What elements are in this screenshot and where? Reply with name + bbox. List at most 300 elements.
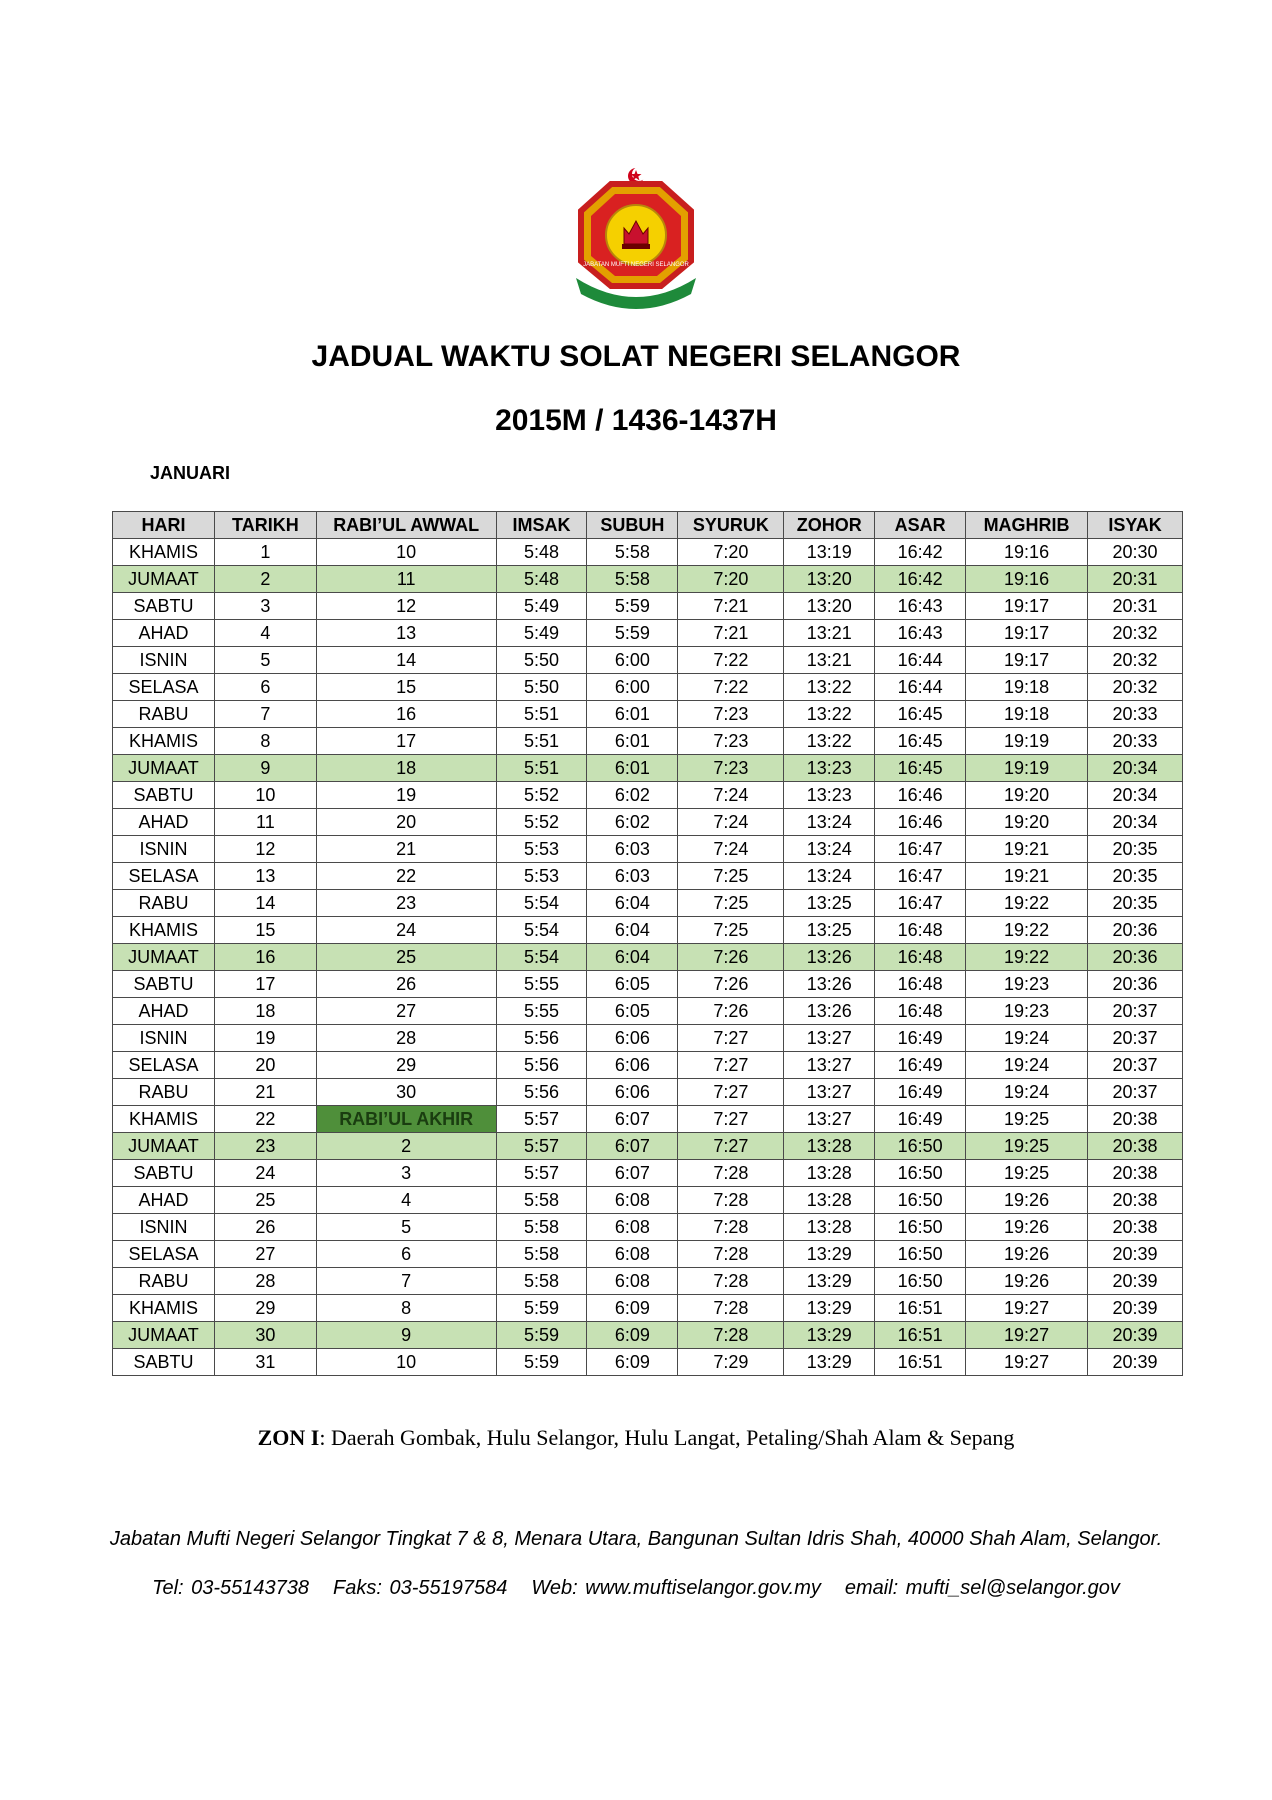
- table-cell: 5:59: [496, 1349, 587, 1376]
- table-cell: 4: [316, 1187, 496, 1214]
- table-cell: SABTU: [113, 971, 215, 998]
- table-cell: 19:18: [966, 701, 1088, 728]
- table-cell: 14: [316, 647, 496, 674]
- table-cell: 5:50: [496, 674, 587, 701]
- table-cell: 6:08: [587, 1241, 678, 1268]
- table-cell: 7:28: [678, 1160, 784, 1187]
- zone-text: : Daerah Gombak, Hulu Selangor, Hulu Langat, Petaling/Shah Alam & Sepang: [319, 1425, 1015, 1450]
- table-cell: 8: [214, 728, 316, 755]
- table-cell: 20:33: [1088, 728, 1183, 755]
- table-cell: 5:58: [587, 539, 678, 566]
- table-cell: JUMAAT: [113, 566, 215, 593]
- footer-contact: [0, 1577, 1272, 1600]
- table-cell: 6:08: [587, 1268, 678, 1295]
- table-row: [113, 1187, 1183, 1214]
- table-cell: 5:56: [496, 1025, 587, 1052]
- table-cell: 7:27: [678, 1106, 784, 1133]
- table-cell: 20:36: [1088, 917, 1183, 944]
- table-cell: 20:35: [1088, 890, 1183, 917]
- crest-logo: [566, 166, 706, 316]
- table-cell: 19:21: [966, 863, 1088, 890]
- table-cell: 5:53: [496, 836, 587, 863]
- table-cell: 5:48: [496, 539, 587, 566]
- svg-text:JABATAN MUFTI NEGERI SELANGOR: JABATAN MUFTI NEGERI SELANGOR: [583, 262, 689, 268]
- col-asar: ASAR: [875, 512, 966, 539]
- table-cell: 16:50: [875, 1214, 966, 1241]
- table-cell: 16:44: [875, 674, 966, 701]
- table-cell: 21: [316, 836, 496, 863]
- table-cell: 13:28: [784, 1214, 875, 1241]
- table-cell: 20:34: [1088, 782, 1183, 809]
- table-cell: 6:04: [587, 890, 678, 917]
- table-cell: 7: [316, 1268, 496, 1295]
- table-cell: 13: [214, 863, 316, 890]
- table-cell: 16:50: [875, 1187, 966, 1214]
- table-cell: 5:58: [496, 1214, 587, 1241]
- table-cell: 10: [214, 782, 316, 809]
- table-cell: 7:28: [678, 1214, 784, 1241]
- table-cell: 13:26: [784, 971, 875, 998]
- table-cell: 17: [316, 728, 496, 755]
- table-row: [113, 755, 1183, 782]
- table-cell: 24: [316, 917, 496, 944]
- table-cell: 13:29: [784, 1295, 875, 1322]
- table-cell: 7:27: [678, 1133, 784, 1160]
- table-row: [113, 1349, 1183, 1376]
- table-cell: 13:29: [784, 1322, 875, 1349]
- col-maghrib: MAGHRIB: [966, 512, 1088, 539]
- table-cell: 5:53: [496, 863, 587, 890]
- table-cell: 6:07: [587, 1160, 678, 1187]
- table-cell: 6: [214, 674, 316, 701]
- page-subtitle: 2015M / 1436-1437H: [495, 404, 777, 437]
- table-cell: 20: [316, 809, 496, 836]
- table-cell: 13:28: [784, 1187, 875, 1214]
- table-cell: 5:59: [496, 1322, 587, 1349]
- table-cell: 7:22: [678, 674, 784, 701]
- table-cell: 13:26: [784, 998, 875, 1025]
- table-cell: 5:54: [496, 890, 587, 917]
- table-cell: 6:08: [587, 1187, 678, 1214]
- table-cell: 20:39: [1088, 1349, 1183, 1376]
- table-cell: 13:24: [784, 836, 875, 863]
- table-row: [113, 593, 1183, 620]
- table-cell: 6:02: [587, 782, 678, 809]
- table-cell: 16:48: [875, 917, 966, 944]
- table-cell: 7:24: [678, 809, 784, 836]
- table-cell: ISNIN: [113, 647, 215, 674]
- table-cell: 20:32: [1088, 620, 1183, 647]
- table-cell: 19:19: [966, 755, 1088, 782]
- table-row: [113, 1133, 1183, 1160]
- table-row: [113, 971, 1183, 998]
- table-cell: 3: [316, 1160, 496, 1187]
- table-row: [113, 863, 1183, 890]
- table-cell: 7:25: [678, 863, 784, 890]
- table-cell: 6:09: [587, 1349, 678, 1376]
- table-cell: 7:26: [678, 944, 784, 971]
- table-cell: 20:31: [1088, 566, 1183, 593]
- table-cell: 6:04: [587, 917, 678, 944]
- table-cell: 16:45: [875, 755, 966, 782]
- table-cell: 5:57: [496, 1106, 587, 1133]
- table-cell: 6: [316, 1241, 496, 1268]
- table-cell: SABTU: [113, 1349, 215, 1376]
- table-cell: 19:23: [966, 998, 1088, 1025]
- table-row: [113, 1214, 1183, 1241]
- table-cell: 13:26: [784, 944, 875, 971]
- table-cell: 2: [316, 1133, 496, 1160]
- table-cell: 19:26: [966, 1187, 1088, 1214]
- table-cell: 20:36: [1088, 944, 1183, 971]
- table-cell: 16:51: [875, 1295, 966, 1322]
- table-cell: 16:45: [875, 728, 966, 755]
- table-cell: 7:28: [678, 1295, 784, 1322]
- table-cell: 7:28: [678, 1322, 784, 1349]
- table-cell: 19:25: [966, 1106, 1088, 1133]
- table-header-row: [113, 512, 1183, 539]
- table-cell: 6:03: [587, 863, 678, 890]
- table-cell: 17: [214, 971, 316, 998]
- table-cell: 7:29: [678, 1349, 784, 1376]
- table-cell: SABTU: [113, 593, 215, 620]
- table-cell: 13:21: [784, 620, 875, 647]
- table-cell: 2: [214, 566, 316, 593]
- table-cell: 19:16: [966, 566, 1088, 593]
- table-cell: 20:39: [1088, 1322, 1183, 1349]
- table-cell: 20:37: [1088, 1079, 1183, 1106]
- table-cell: 7:22: [678, 647, 784, 674]
- table-cell: 28: [214, 1268, 316, 1295]
- table-cell: 16:51: [875, 1349, 966, 1376]
- table-cell: 6:05: [587, 971, 678, 998]
- table-cell: 19:27: [966, 1349, 1088, 1376]
- table-cell: KHAMIS: [113, 1295, 215, 1322]
- table-cell: 16:47: [875, 863, 966, 890]
- table-cell: 20:30: [1088, 539, 1183, 566]
- table-cell: 16:49: [875, 1025, 966, 1052]
- table-cell: 13:27: [784, 1106, 875, 1133]
- table-cell: 6:08: [587, 1214, 678, 1241]
- table-cell: 6:01: [587, 701, 678, 728]
- table-cell: 3: [214, 593, 316, 620]
- table-cell: 19:25: [966, 1133, 1088, 1160]
- table-cell: 16:49: [875, 1106, 966, 1133]
- table-cell: 13:27: [784, 1052, 875, 1079]
- table-cell: 20:33: [1088, 701, 1183, 728]
- col-hari: HARI: [113, 512, 215, 539]
- table-cell: 7:23: [678, 728, 784, 755]
- table-cell: 5:49: [496, 620, 587, 647]
- table-cell: KHAMIS: [113, 1106, 215, 1133]
- table-cell: 5:59: [496, 1295, 587, 1322]
- table-body: [113, 539, 1183, 1376]
- table-cell: 13:22: [784, 674, 875, 701]
- table-cell: 15: [214, 917, 316, 944]
- table-cell: 5:56: [496, 1079, 587, 1106]
- table-cell: 13:24: [784, 809, 875, 836]
- table-cell: 19:17: [966, 593, 1088, 620]
- table-cell: 28: [316, 1025, 496, 1052]
- table-cell: 19:27: [966, 1322, 1088, 1349]
- table-cell: 19:19: [966, 728, 1088, 755]
- table-cell: 9: [316, 1322, 496, 1349]
- table-cell: 16:47: [875, 836, 966, 863]
- table-cell: 29: [214, 1295, 316, 1322]
- table-cell: 20:36: [1088, 971, 1183, 998]
- table-cell: 6:01: [587, 755, 678, 782]
- table-cell: AHAD: [113, 1187, 215, 1214]
- table-cell: 13:23: [784, 755, 875, 782]
- table-cell: 16:49: [875, 1052, 966, 1079]
- table-cell: 20:38: [1088, 1187, 1183, 1214]
- table-cell: 6:07: [587, 1133, 678, 1160]
- table-cell: 16:50: [875, 1268, 966, 1295]
- table-cell: 18: [316, 755, 496, 782]
- table-cell: 22: [316, 863, 496, 890]
- table-cell: 16:46: [875, 809, 966, 836]
- table-cell: 19:24: [966, 1052, 1088, 1079]
- table-cell: 19:20: [966, 782, 1088, 809]
- table-cell: 19:25: [966, 1160, 1088, 1187]
- table-cell: 16:50: [875, 1241, 966, 1268]
- table-cell: 5:54: [496, 917, 587, 944]
- table-cell: JUMAAT: [113, 755, 215, 782]
- zone-label: ZON I: [257, 1425, 320, 1450]
- table-cell: ISNIN: [113, 1025, 215, 1052]
- table-cell: 11: [316, 566, 496, 593]
- table-cell: 5:57: [496, 1133, 587, 1160]
- table-cell: 7:28: [678, 1187, 784, 1214]
- table-cell: 12: [214, 836, 316, 863]
- table-cell: 5:57: [496, 1160, 587, 1187]
- table-cell: 12: [316, 593, 496, 620]
- table-cell: 5:54: [496, 944, 587, 971]
- table-cell: 13:20: [784, 566, 875, 593]
- table-cell: 7:21: [678, 593, 784, 620]
- table-row: [113, 728, 1183, 755]
- table-cell: AHAD: [113, 809, 215, 836]
- table-cell: 19:16: [966, 539, 1088, 566]
- table-cell: 7:23: [678, 701, 784, 728]
- table-cell: 6:09: [587, 1322, 678, 1349]
- table-cell: 7:21: [678, 620, 784, 647]
- table-cell: KHAMIS: [113, 728, 215, 755]
- table-cell: 22: [214, 1106, 316, 1133]
- table-cell: 13: [316, 620, 496, 647]
- table-cell: 20:39: [1088, 1295, 1183, 1322]
- table-cell: 19:24: [966, 1025, 1088, 1052]
- footer-email[interactable]: email: mufti_sel@selangor.gov: [844, 1577, 1120, 1599]
- table-cell: 26: [316, 971, 496, 998]
- table-cell: 5:48: [496, 566, 587, 593]
- table-cell: 13:22: [784, 728, 875, 755]
- table-cell: 19:26: [966, 1241, 1088, 1268]
- table-cell: 7:20: [678, 566, 784, 593]
- table-cell: 20:38: [1088, 1160, 1183, 1187]
- table-cell: 7:28: [678, 1241, 784, 1268]
- table-cell: 6:02: [587, 809, 678, 836]
- table-cell: 14: [214, 890, 316, 917]
- table-cell: 19:26: [966, 1214, 1088, 1241]
- table-cell: 5:59: [587, 593, 678, 620]
- col-hijri: RABI’UL AWWAL: [316, 512, 496, 539]
- table-cell: 13:21: [784, 647, 875, 674]
- col-isyak: ISYAK: [1088, 512, 1183, 539]
- table-cell: 16:43: [875, 593, 966, 620]
- table-cell: 18: [214, 998, 316, 1025]
- table-cell: 26: [214, 1214, 316, 1241]
- table-cell: 19:23: [966, 971, 1088, 998]
- table-cell: 19:22: [966, 917, 1088, 944]
- table-cell: 13:27: [784, 1025, 875, 1052]
- table-cell: 20:37: [1088, 1025, 1183, 1052]
- table-row: [113, 836, 1183, 863]
- table-cell: 20:38: [1088, 1106, 1183, 1133]
- table-cell: 5:58: [587, 566, 678, 593]
- table-cell: 5:55: [496, 971, 587, 998]
- table-cell: 1: [214, 539, 316, 566]
- table-cell: 20:32: [1088, 647, 1183, 674]
- table-cell: 10: [316, 1349, 496, 1376]
- table-cell: 20:34: [1088, 809, 1183, 836]
- table-cell: 15: [316, 674, 496, 701]
- zone-info: [0, 1425, 1272, 1451]
- table-row: [113, 890, 1183, 917]
- page-title: JADUAL WAKTU SOLAT NEGERI SELANGOR: [311, 340, 961, 373]
- table-cell: 7:25: [678, 917, 784, 944]
- table-cell: 5:51: [496, 728, 587, 755]
- table-row: [113, 647, 1183, 674]
- table-cell: SELASA: [113, 1052, 215, 1079]
- table-cell: 16:50: [875, 1160, 966, 1187]
- table-cell: 6:07: [587, 1106, 678, 1133]
- table-cell: 16: [214, 944, 316, 971]
- table-cell: 20: [214, 1052, 316, 1079]
- table-cell: 29: [316, 1052, 496, 1079]
- table-row: [113, 1052, 1183, 1079]
- table-cell: 27: [316, 998, 496, 1025]
- table-cell: 6:00: [587, 674, 678, 701]
- table-cell: 19:27: [966, 1295, 1088, 1322]
- table-cell: 16:42: [875, 539, 966, 566]
- table-cell: 19:20: [966, 809, 1088, 836]
- table-cell: 5:51: [496, 755, 587, 782]
- table-cell: 7:24: [678, 782, 784, 809]
- table-cell: 5:59: [587, 620, 678, 647]
- table-cell: 13:22: [784, 701, 875, 728]
- table-cell: 6:04: [587, 944, 678, 971]
- table-cell: JUMAAT: [113, 1322, 215, 1349]
- table-cell: SELASA: [113, 674, 215, 701]
- table-cell: 5: [214, 647, 316, 674]
- table-cell: 4: [214, 620, 316, 647]
- table-row: [113, 782, 1183, 809]
- table-row: [113, 1025, 1183, 1052]
- table-cell: RABU: [113, 701, 215, 728]
- table-cell: 19:26: [966, 1268, 1088, 1295]
- table-cell: 19:17: [966, 647, 1088, 674]
- table-cell: 5:52: [496, 782, 587, 809]
- table-cell: 5:55: [496, 998, 587, 1025]
- table-cell: 16:45: [875, 701, 966, 728]
- table-cell: 7:26: [678, 998, 784, 1025]
- table-cell: RABU: [113, 1268, 215, 1295]
- footer-web[interactable]: Web: www.muftiselangor.gov.my: [531, 1577, 821, 1599]
- table-cell: 20:37: [1088, 1052, 1183, 1079]
- table-cell: 5:58: [496, 1241, 587, 1268]
- table-row: [113, 998, 1183, 1025]
- table-cell: 7:24: [678, 836, 784, 863]
- col-imsak: IMSAK: [496, 512, 587, 539]
- table-cell: 20:38: [1088, 1214, 1183, 1241]
- table-cell: 10: [316, 539, 496, 566]
- table-cell: 7:26: [678, 971, 784, 998]
- table-row: [113, 1295, 1183, 1322]
- table-cell: 13:20: [784, 593, 875, 620]
- table-cell: ISNIN: [113, 1214, 215, 1241]
- table-cell: AHAD: [113, 620, 215, 647]
- table-cell: 20:39: [1088, 1241, 1183, 1268]
- table-row: [113, 620, 1183, 647]
- table-cell: RABI’UL AKHIR: [316, 1106, 496, 1133]
- table-cell: 20:38: [1088, 1133, 1183, 1160]
- table-cell: 23: [316, 890, 496, 917]
- table-cell: 6:09: [587, 1295, 678, 1322]
- table-cell: 13:25: [784, 917, 875, 944]
- table-cell: 6:00: [587, 647, 678, 674]
- col-syuruk: SYURUK: [678, 512, 784, 539]
- table-cell: 7: [214, 701, 316, 728]
- table-cell: 20:34: [1088, 755, 1183, 782]
- table-row: [113, 1079, 1183, 1106]
- table-cell: 16:48: [875, 944, 966, 971]
- table-cell: 6:01: [587, 728, 678, 755]
- table-cell: 16:42: [875, 566, 966, 593]
- table-cell: 5:56: [496, 1052, 587, 1079]
- table-cell: AHAD: [113, 998, 215, 1025]
- table-cell: 13:23: [784, 782, 875, 809]
- table-cell: 13:27: [784, 1079, 875, 1106]
- table-cell: 11: [214, 809, 316, 836]
- table-cell: 16:48: [875, 971, 966, 998]
- table-cell: 16:49: [875, 1079, 966, 1106]
- table-cell: 25: [316, 944, 496, 971]
- table-cell: 5:49: [496, 593, 587, 620]
- table-cell: RABU: [113, 890, 215, 917]
- table-cell: 8: [316, 1295, 496, 1322]
- table-cell: ISNIN: [113, 836, 215, 863]
- table-cell: 16:43: [875, 620, 966, 647]
- table-cell: JUMAAT: [113, 1133, 215, 1160]
- table-cell: 20:35: [1088, 863, 1183, 890]
- table-cell: 13:19: [784, 539, 875, 566]
- table-cell: 5:58: [496, 1268, 587, 1295]
- table-cell: 7:27: [678, 1052, 784, 1079]
- table-cell: SELASA: [113, 863, 215, 890]
- table-cell: 19:22: [966, 890, 1088, 917]
- table-cell: 19:21: [966, 836, 1088, 863]
- table-cell: 9: [214, 755, 316, 782]
- table-cell: 31: [214, 1349, 316, 1376]
- footer-address: Jabatan Mufti Negeri Selangor Tingkat 7 & 8, Menara Utara, Bangunan Sultan Idris Shah, 40000 Shah Alam, Selangor.: [109, 1528, 1163, 1550]
- table-cell: 20:35: [1088, 836, 1183, 863]
- table-cell: SABTU: [113, 782, 215, 809]
- table-cell: 7:25: [678, 890, 784, 917]
- table-row: [113, 1160, 1183, 1187]
- table-cell: 19:22: [966, 944, 1088, 971]
- table-cell: 30: [214, 1322, 316, 1349]
